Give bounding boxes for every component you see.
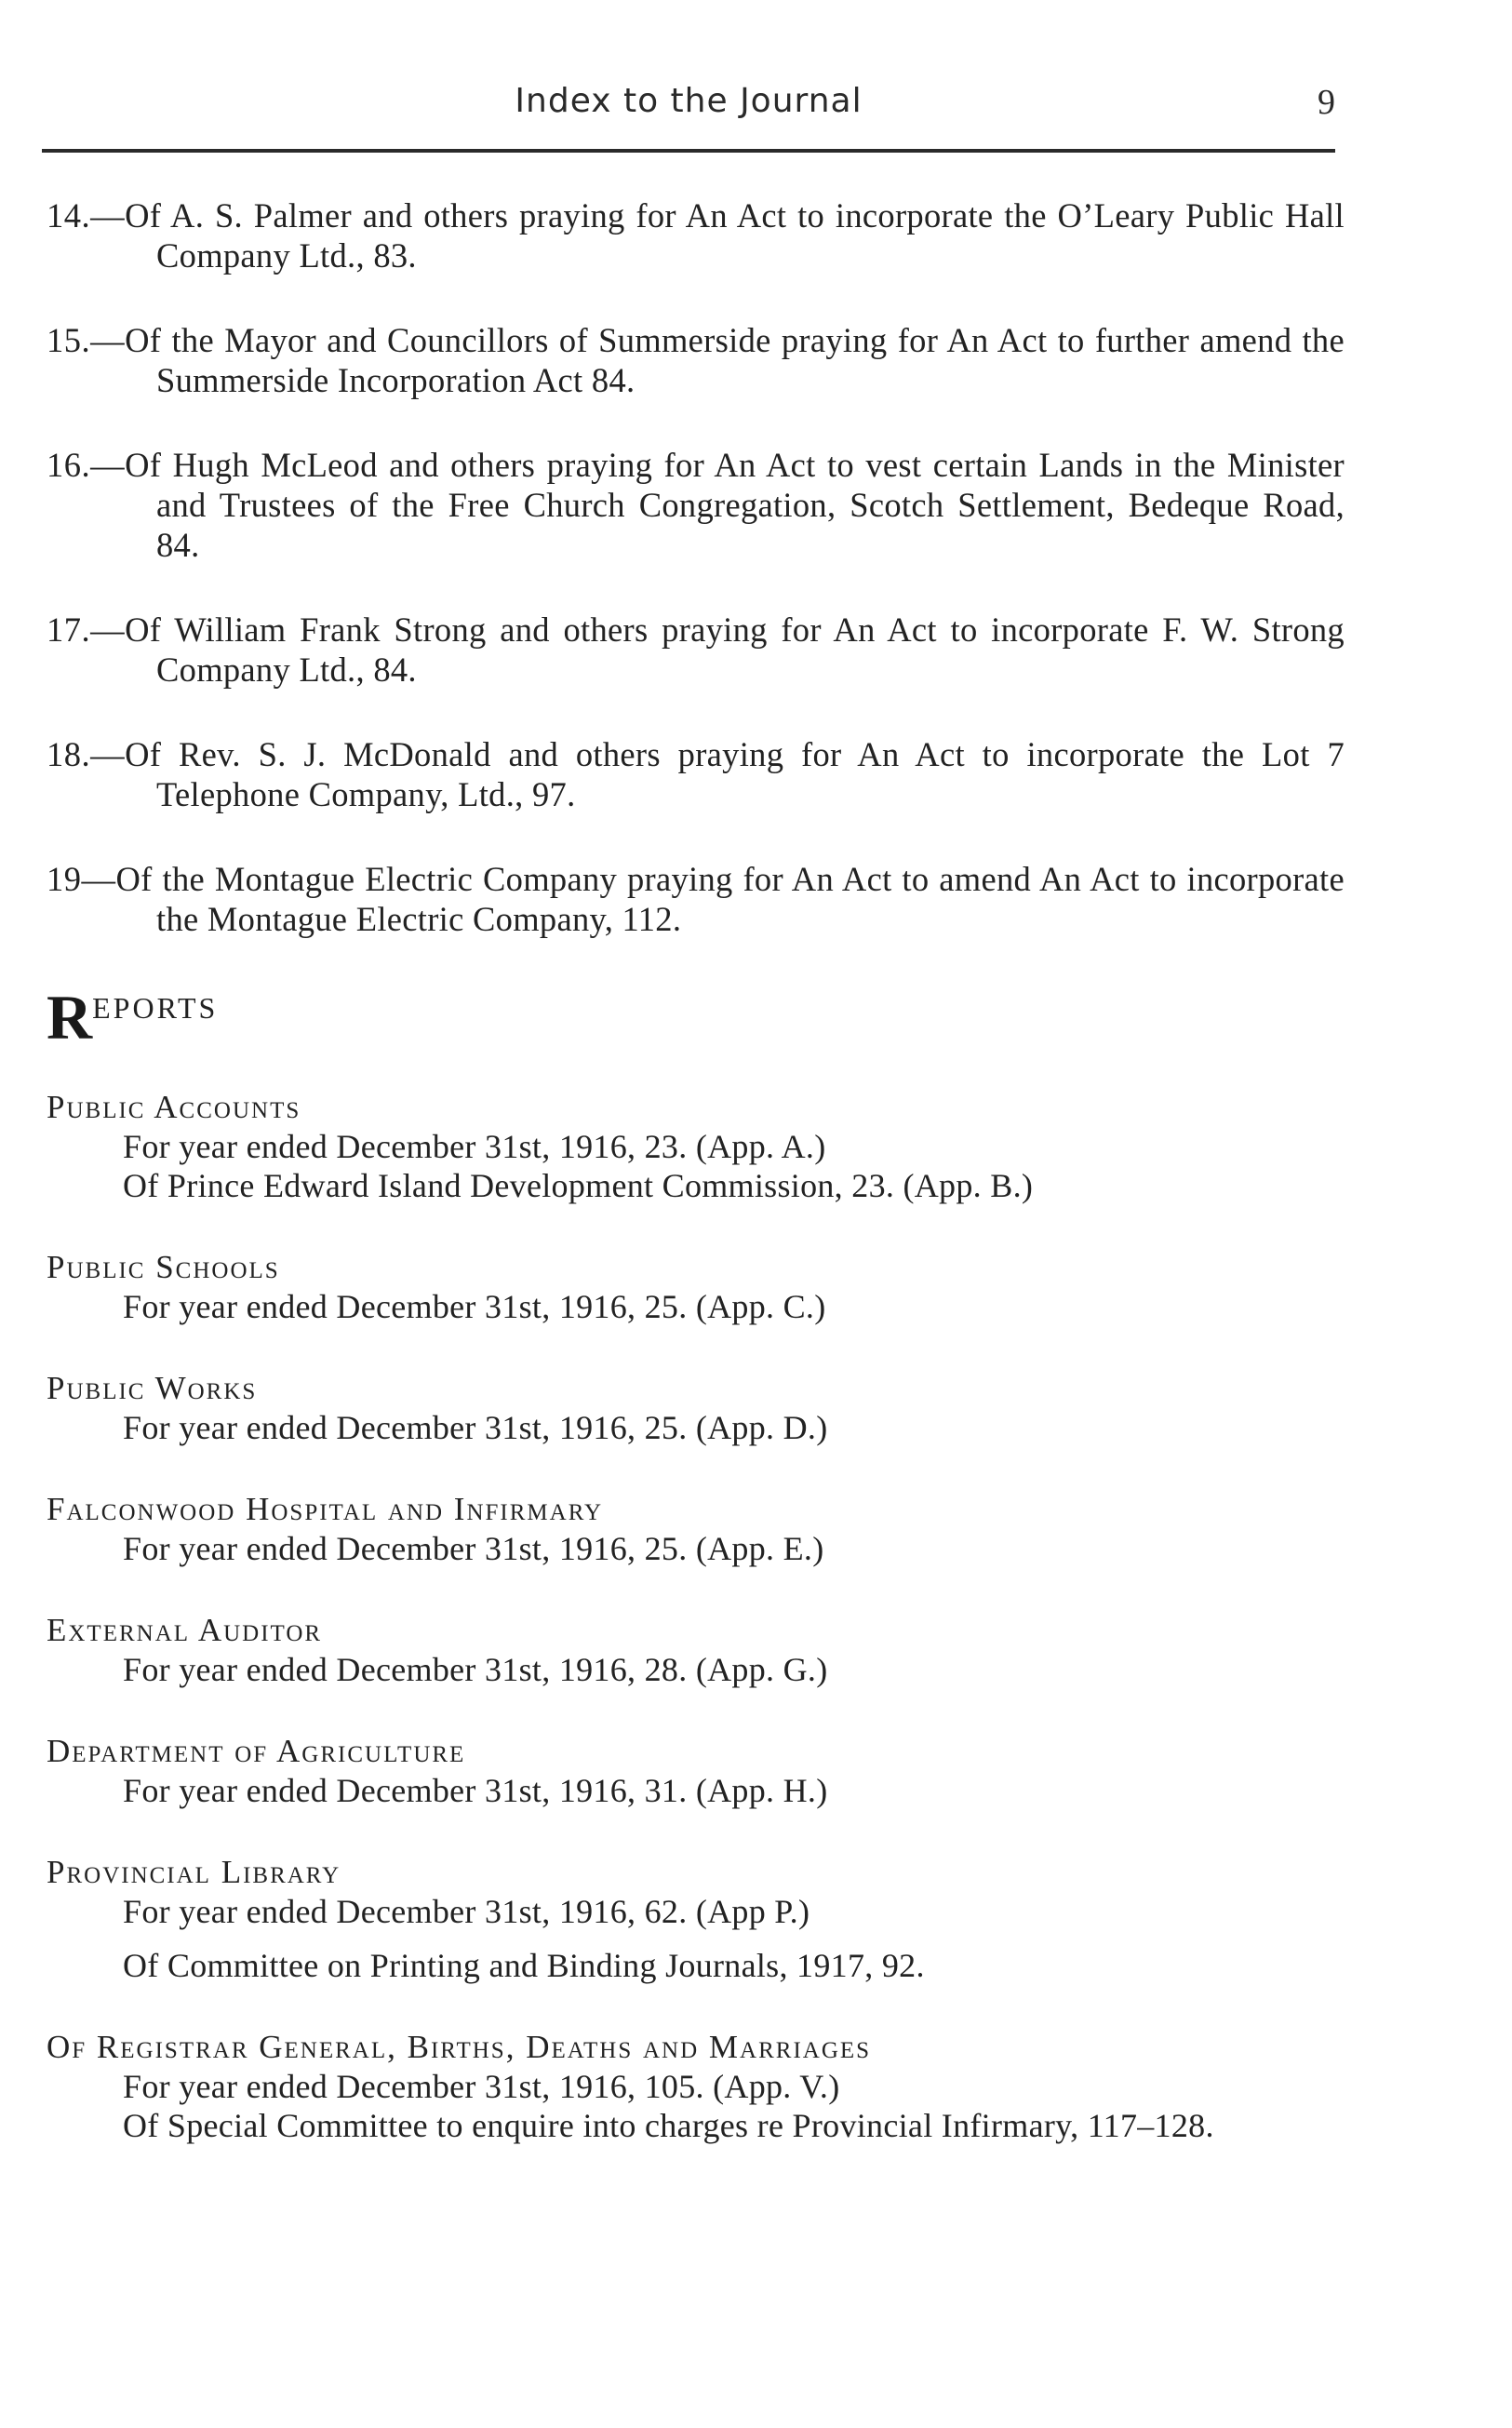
report-line: For year ended December 31st, 1916, 25. (App. C.) — [123, 1288, 826, 1325]
petition-text: Of the Montague Electric Company praying for An Act to amend An Act to incorporate the Montague Electric Company, 112. — [115, 860, 1345, 938]
petition-text: Of Rev. S. J. McDonald and others praying for An Act to incorporate the Lot 7 Telephone Company, Ltd., 97. — [125, 735, 1345, 813]
reports-heading-text: EPORTS — [92, 991, 219, 1025]
report-line: For year ended December 31st, 1916, 25. (App. D.) — [123, 1409, 828, 1446]
report-line: For year ended December 31st, 1916, 25. (App. E.) — [123, 1530, 824, 1567]
petition-text: Of A. S. Palmer and others praying for An Act to incorporate the O’Leary Public Hall Company Ltd., 83. — [125, 196, 1345, 275]
report-group-external-auditor — [47, 1611, 1345, 1689]
report-group-public-accounts — [47, 1088, 1345, 1205]
petition-entry-14 — [47, 195, 1345, 275]
report-heading: Public Accounts — [47, 1089, 301, 1125]
report-line: For year ended December 31st, 1916, 105. (App. V.) — [123, 2068, 840, 2105]
report-heading: Falconwood Hospital and Infirmary — [47, 1491, 604, 1527]
report-line: Of Prince Edward Island Development Commission, 23. (App. B.) — [123, 1167, 1034, 1204]
report-heading: External Auditor — [47, 1612, 323, 1648]
petition-number: 18.— — [47, 735, 126, 773]
report-heading: Public Works — [47, 1370, 258, 1406]
report-line: For year ended December 31st, 1916, 28. (App. G.) — [123, 1651, 828, 1688]
petition-number: 16.— — [47, 446, 126, 484]
petition-entry-19 — [47, 859, 1345, 939]
report-line: Of Committee on Printing and Binding Journals, 1917, 92. — [123, 1947, 925, 1984]
petition-number: 15.— — [47, 321, 126, 359]
report-group-registrar-general — [47, 2028, 1345, 2145]
running-header — [42, 82, 1335, 130]
petition-entry-15 — [47, 320, 1345, 400]
report-group-public-works — [47, 1369, 1345, 1447]
page-number: 9 — [1318, 83, 1335, 122]
petition-entry-17 — [47, 610, 1345, 690]
report-group-department-of-agriculture — [47, 1732, 1345, 1810]
petition-number: 17.— — [47, 610, 126, 649]
reports-section-heading — [47, 982, 1345, 1060]
report-heading: Provincial Library — [47, 1854, 341, 1890]
report-group-provincial-library — [47, 1853, 1345, 1985]
reports-drop-cap: R — [47, 982, 93, 1053]
report-heading: Of Registrar General, Births, Deaths and Marriages — [47, 2029, 872, 2065]
petition-number: 14.— — [47, 196, 126, 235]
header-rule — [42, 149, 1335, 153]
running-title: Index to the Journal — [515, 82, 863, 120]
petition-text: Of Hugh McLeod and others praying for An Act to vest certain Lands in the Minister and Trustees of the Free Church Congregation, Scotch Settlement, Bedeque Road, 84. — [125, 446, 1345, 564]
report-heading: Department of Agriculture — [47, 1733, 466, 1769]
petition-entry-18 — [47, 734, 1345, 814]
petition-entry-16 — [47, 445, 1345, 565]
report-line: Of Special Committee to enquire into charges re Provincial Infirmary, 117–128. — [123, 2107, 1214, 2144]
petition-number: 19— — [47, 860, 116, 898]
report-group-public-schools — [47, 1248, 1345, 1326]
index-content — [47, 195, 1345, 2188]
petition-text: Of William Frank Strong and others praying for An Act to incorporate F. W. Strong Company Ltd., 84. — [125, 610, 1345, 689]
petition-text: Of the Mayor and Councillors of Summerside praying for An Act to further amend the Summerside Incorporation Act 84. — [125, 321, 1345, 399]
report-group-falconwood-hospital — [47, 1490, 1345, 1568]
report-line: For year ended December 31st, 1916, 31. (App. H.) — [123, 1772, 828, 1809]
report-line: For year ended December 31st, 1916, 23. (App. A.) — [123, 1128, 826, 1165]
report-heading: Public Schools — [47, 1249, 280, 1285]
report-line: For year ended December 31st, 1916, 62. (App P.) — [123, 1893, 810, 1930]
